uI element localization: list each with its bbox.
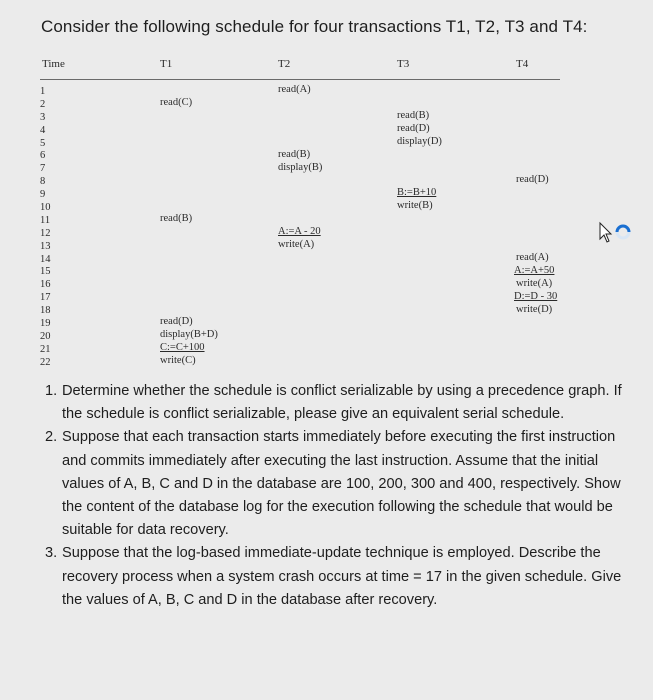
header-divider: [40, 79, 560, 80]
t2-op: read(B): [278, 149, 311, 160]
question-item: [45, 380, 625, 426]
problem-heading: Consider the following schedule for four transactions T1, T2, T3 and T4:: [41, 17, 588, 36]
header-t1: T1: [160, 58, 173, 70]
time-cell: 5: [40, 137, 46, 149]
time-cell: 17: [40, 292, 51, 304]
question-number: 3.: [45, 545, 58, 562]
time-cell: 15: [40, 266, 51, 278]
t2-op: A:=A - 20: [278, 226, 321, 237]
time-cell: 18: [40, 305, 51, 317]
schedule-table: [40, 55, 560, 370]
t3-op: display(D): [397, 136, 442, 147]
t1-op: display(B+D): [160, 329, 218, 340]
t1-op: C:=C+100: [160, 342, 205, 353]
question-number: 2.: [45, 429, 58, 446]
t3-op: read(D): [397, 123, 430, 134]
t1-op: write(C): [160, 355, 196, 366]
t2-op: read(A): [278, 84, 311, 95]
time-cell: 4: [40, 124, 46, 136]
t4-op: D:=D - 30: [514, 291, 558, 302]
t4-op: read(A): [516, 252, 549, 263]
question-list: [45, 380, 625, 612]
question-text: Suppose that the log-based immediate-update technique is employed. Describe the recovery process when a system crash occurs at time = 17 in the given schedule. Give the values of A, B, C and D in the database after recovery.: [62, 545, 622, 608]
t2-op: write(A): [278, 239, 315, 250]
t1-op: read(C): [160, 97, 193, 108]
t1-op: read(D): [160, 316, 193, 327]
time-cell: 19: [40, 318, 51, 330]
time-cell: 22: [40, 356, 51, 368]
question-number: 1.: [45, 383, 58, 399]
time-cell: 1: [40, 86, 46, 97]
header-t3: T3: [397, 58, 410, 70]
t1-op: read(B): [160, 213, 193, 224]
time-cell: 12: [40, 227, 51, 239]
t3-op: write(B): [397, 200, 433, 211]
time-cell: 16: [40, 279, 51, 291]
question-item: [45, 542, 625, 612]
header-t4: T4: [516, 58, 529, 70]
time-cell: 2: [40, 98, 46, 110]
time-cell: 8: [40, 176, 46, 188]
time-cell: 20: [40, 330, 51, 342]
cursor-spinner-icon: [596, 221, 636, 251]
t4-op: read(D): [516, 174, 549, 185]
time-column: [40, 86, 51, 370]
time-cell: 9: [40, 189, 46, 201]
t3-op: B:=B+10: [397, 187, 437, 198]
t4-op: A:=A+50: [514, 265, 555, 276]
time-cell: 6: [40, 150, 46, 162]
time-cell: 7: [40, 163, 46, 175]
question-item: [45, 426, 625, 542]
time-cell: 11: [40, 214, 51, 226]
t4-op: write(D): [516, 304, 553, 315]
t2-op: display(B): [278, 162, 323, 173]
time-cell: 3: [40, 111, 46, 123]
header-t2: T2: [278, 58, 291, 70]
time-cell: 10: [40, 202, 51, 214]
question-text: Determine whether the schedule is conflict serializable by using a precedence graph. If the schedule is conflict serializable, please give an equivalent serial schedule.: [62, 383, 622, 423]
time-cell: 21: [40, 343, 51, 355]
t3-op: read(B): [397, 110, 430, 121]
t4-op: write(A): [516, 278, 553, 289]
question-text: Suppose that each transaction starts immediately before executing the first instruction and commits immediately after executing the last instruction. Assume that the initial values of A, B, C and D in the database are 100, 200, 300 and 400, respectively. Show the content of the database log for the execution following the schedule that would be suitable for data recovery.: [62, 429, 621, 539]
header-time: Time: [42, 58, 65, 70]
time-cell: 13: [40, 240, 51, 252]
time-cell: 14: [40, 253, 51, 265]
